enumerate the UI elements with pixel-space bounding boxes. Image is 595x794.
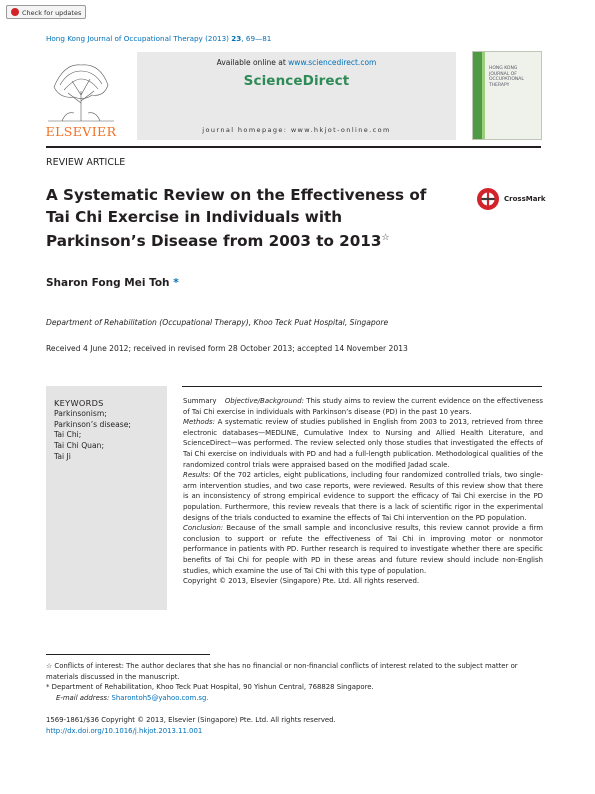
keywords-heading: KEYWORDS — [54, 398, 104, 408]
summary-label: Summary — [183, 397, 217, 405]
issn-copyright: 1569-1861/$36 Copyright © 2013, Elsevier (Singapore) Pte. Ltd. All rights reserved. — [46, 716, 336, 724]
abstract — [183, 396, 543, 587]
crossmark-icon — [476, 187, 500, 211]
abstract-methods: Methods: A systematic review of studies published in English from 2003 to 2013, retrieved from three electronic databases—MEDLINE, Cumulative Index to Nursing and Allied Health Literature, and ScienceDirect—was performed. The review selected only those studies that investigated the effects of Tai Chi exercise on individuals with PD and had a full-length publication. Methodological qualities of the randomized control trials were appraised based on the modified Jadad scale. — [183, 418, 543, 469]
journal-cover-thumbnail — [472, 51, 542, 140]
keyword-item: Parkinson’s disease; — [54, 419, 131, 429]
doi-link[interactable]: http://dx.doi.org/10.1016/j.hkjot.2013.11.001 — [46, 726, 203, 735]
keyword-item: Tai Chi Quan; — [54, 441, 105, 451]
crossmark-badge[interactable] — [476, 187, 546, 213]
keyword-item: Tai Chi; — [54, 430, 82, 440]
footnotes — [46, 661, 543, 703]
author-affiliation: Department of Rehabilitation (Occupational Therapy), Khoo Teck Puat Hospital, Singapore — [46, 318, 389, 327]
email-link[interactable]: Sharontoh5@yahoo.com.sg. — [111, 693, 209, 702]
conflict-footnote: ☆ Conflicts of interest: The author declares that she has no financial or non-financial conflicts of interest related to the subject matter or materials discussed in the manuscript. — [46, 662, 518, 681]
abstract-divider — [182, 386, 542, 387]
article-title: A Systematic Review on the Effectiveness of Tai Chi Exercise in Individuals with Parkinson’s Disease from 2003 to 2013☆ — [46, 186, 427, 251]
author-name: Sharon Fong Mei Toh * — [46, 277, 179, 289]
header-divider — [46, 146, 541, 148]
journal-reference[interactable]: Hong Kong Journal of Occupational Therapy (2013) 23, 69—81 — [46, 34, 272, 43]
footnote-divider — [46, 654, 210, 655]
issn-doi-block — [46, 715, 336, 736]
check-updates-label: Check for updates — [22, 9, 82, 17]
check-for-updates-badge[interactable] — [6, 5, 86, 19]
check-updates-icon — [11, 8, 19, 16]
sciencedirect-link[interactable]: www.sciencedirect.com — [288, 58, 377, 67]
received-dates: Received 4 June 2012; received in revised form 28 October 2013; accepted 14 November 2013 — [46, 344, 408, 353]
sciencedirect-brand: ScienceDirect — [243, 73, 350, 89]
correspondence-footnote: * Department of Rehabilitation, Khoo Teck Puat Hospital, 90 Yishun Central, 768828 Singapore. — [46, 683, 374, 692]
abstract-conclusion: Conclusion: Because of the small sample and inconclusive results, this review cannot provide a firm conclusion to support or refute the effectiveness of Tai Chi in improving motor or nonmotor performance in patients with PD. Further research is required to investigate whether there are specific benefits of Tai Chi for people with PD in these areas and future review should include non-English studies, which examine the use of Tai Chi with this type of population. — [183, 524, 544, 575]
elsevier-tree-logo — [44, 57, 118, 123]
elsevier-wordmark: ELSEVIER — [45, 124, 117, 139]
journal-homepage[interactable]: journal homepage: www.hkjot-online.com — [202, 126, 391, 134]
cover-title: HONG KONG JOURNAL OF OCCUPATIONAL THERAPY — [489, 66, 524, 88]
available-online-line: Available online at www.sciencedirect.com — [216, 58, 377, 67]
email-line: E-mail address: Sharontoh5@yahoo.com.sg. — [56, 693, 209, 702]
abstract-results: Results: Of the 702 articles, eight publications, including four randomized controlled trials, two single-arm intervention studies, and two case reports, were reviewed. Results of this review show that there is an inconsistency of strong empirical evidence to support the efficacy of Tai Chi exercise in the PD population. Furthermore, this review reveals that there is a lack of scientific rigor in the experimental designs of the trials conducted to examine the effects of Tai Chi intervention on the PD population. — [183, 471, 543, 522]
keyword-item: Tai Ji — [54, 451, 71, 461]
abstract-copyright: Copyright © 2013, Elsevier (Singapore) Pte. Ltd. All rights reserved. — [183, 577, 420, 586]
article-type: REVIEW ARTICLE — [46, 157, 126, 168]
author-footnote-mark[interactable]: * — [173, 277, 179, 289]
crossmark-label: CrossMark — [504, 195, 546, 203]
title-footnote-mark[interactable]: ☆ — [381, 233, 390, 243]
keywords-list — [54, 409, 131, 463]
abstract-objective: Summary Objective/Background: This study aims to review the current evidence on the effectiveness of Tai Chi exercise in individuals with Parkinson’s disease (PD) in the past 10 years. — [183, 397, 543, 416]
keyword-item: Parkinsonism; — [54, 409, 107, 418]
